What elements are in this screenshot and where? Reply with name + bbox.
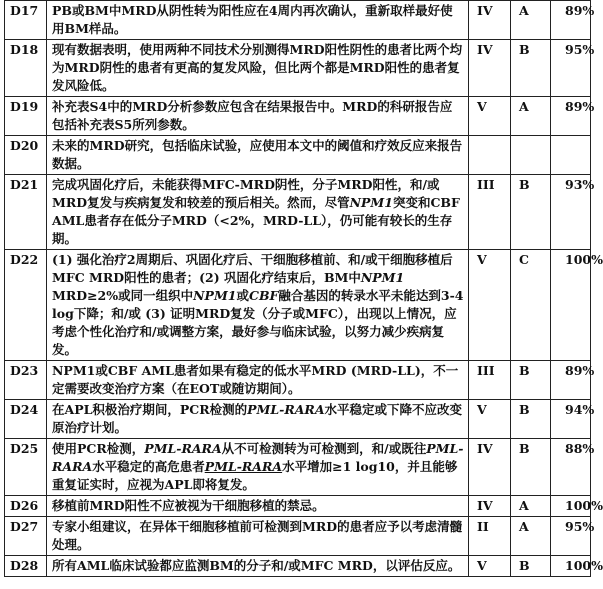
statement-segment: CBF — [249, 288, 279, 303]
statement-text — [47, 439, 469, 496]
recommendation-grade: A — [511, 1, 551, 40]
statement-segment: 未来的MRD研究，包括临床试验，应使用本文中的阈值和疗效反应来报告数据。 — [52, 138, 463, 171]
statement-text — [47, 1, 469, 40]
table-row — [5, 136, 591, 175]
agreement-percent: 95% — [551, 517, 591, 556]
statement-segment: 使用PCR检测， — [52, 441, 145, 456]
statement-segment: 水平稳定或下降不应改变原治疗计划。 — [52, 402, 463, 435]
statement-segment: 补充表S4中的MRD分析参数应包含在结果报告中。MRD的科研报告应包括补充表S5所列参数。 — [52, 99, 453, 132]
recommendation-grade: B — [511, 40, 551, 97]
statement-text — [47, 97, 469, 136]
row-id: D24 — [5, 400, 47, 439]
agreement-percent: 94% — [551, 400, 591, 439]
table-row — [5, 40, 591, 97]
statement-segment: NPM1或CBF AML患者如果有稳定的低水平MRD (MRD-LL)，不一定需要改变治疗方案（在EOT或随访期间）。 — [52, 363, 459, 396]
agreement-percent: 100% — [551, 556, 591, 577]
evidence-level: IV — [469, 439, 511, 496]
evidence-level: V — [469, 97, 511, 136]
evidence-level: V — [469, 250, 511, 361]
row-id: D26 — [5, 496, 47, 517]
row-id: D18 — [5, 40, 47, 97]
statement-segment: 所有AML临床试验都应监测BM的分子和/或MFC MRD，以评估反应。 — [52, 558, 461, 573]
table-row — [5, 97, 591, 136]
statement-segment: 从不可检测转为可检测到，和/或既往 — [221, 441, 427, 456]
evidence-level: II — [469, 517, 511, 556]
statement-segment: NPM1 — [349, 195, 393, 210]
statement-segment: 融合基因的转录水平未能达到3-4 log下降；和/或 (3) 证明MRD复发（分子或MFC），出现以上情况，应考虑个性化治疗和/或调整方案，最好参与临床试验，以努力减少疾病复发。 — [52, 288, 464, 357]
evidence-level — [469, 136, 511, 175]
table-row — [5, 175, 591, 250]
evidence-level: IV — [469, 40, 511, 97]
statement-segment: PB或BM中MRD从阴性转为阳性应在4周内再次确认，重新取样最好使用BM样品。 — [52, 3, 453, 36]
row-id: D27 — [5, 517, 47, 556]
row-id: D21 — [5, 175, 47, 250]
statement-text — [47, 556, 469, 577]
row-id: D17 — [5, 1, 47, 40]
statement-segment: MRD≥2%或同一组织中 — [52, 288, 194, 303]
agreement-percent: 100% — [551, 496, 591, 517]
recommendations-table — [4, 0, 603, 577]
table-row — [5, 556, 591, 577]
statement-segment: 突变和CBF AML患者存在低分子MRD（<2%，MRD-LL），仍可能有较长的生存期。 — [52, 195, 460, 246]
recommendation-grade: B — [511, 175, 551, 250]
evidence-level: IV — [469, 496, 511, 517]
table-row — [5, 400, 591, 439]
statement-text — [47, 40, 469, 97]
statement-segment: PML-RARA — [52, 441, 464, 474]
recommendation-grade: A — [511, 97, 551, 136]
table-row — [5, 250, 591, 361]
recommendation-grade: B — [511, 361, 551, 400]
statement-segment: PML-RARA — [144, 441, 222, 456]
recommendation-grade: A — [511, 517, 551, 556]
agreement-percent: 100% — [551, 250, 591, 361]
recommendation-grade: C — [511, 250, 551, 361]
agreement-percent: 89% — [551, 361, 591, 400]
recommendations-table-body — [5, 1, 603, 577]
table-row — [5, 517, 591, 556]
evidence-level: V — [469, 556, 511, 577]
statement-segment: 水平稳定的高危患者 — [92, 459, 205, 474]
evidence-level: III — [469, 175, 511, 250]
table-row — [5, 496, 591, 517]
row-id: D25 — [5, 439, 47, 496]
statement-segment: 完成巩固化疗后，未能获得MFC-MRD阴性，分子MRD阳性，和/或MRD复发与疾病复发和较差的预后相关。然而，尽管 — [52, 177, 440, 210]
row-id: D20 — [5, 136, 47, 175]
statement-text — [47, 496, 469, 517]
recommendation-grade: B — [511, 400, 551, 439]
agreement-percent: 88% — [551, 439, 591, 496]
statement-text — [47, 400, 469, 439]
evidence-level: III — [469, 361, 511, 400]
statement-segment: PML-RARA — [204, 459, 283, 474]
agreement-percent: 95% — [551, 40, 591, 97]
recommendation-grade: B — [511, 556, 551, 577]
statement-segment: PML-RARA — [247, 402, 325, 417]
statement-segment: NPM1 — [360, 270, 405, 285]
recommendation-grade — [511, 136, 551, 175]
statement-segment: 现有数据表明，使用两种不同技术分别测得MRD阳性阴性的患者比两个均为MRD阴性的患者有更高的复发风险，但比两个都是MRD阳性的患者复发风险低。 — [52, 42, 463, 93]
statement-segment: NPM1 — [193, 288, 237, 303]
statement-text — [47, 517, 469, 556]
row-id: D28 — [5, 556, 47, 577]
statement-segment: 在APL积极治疗期间，PCR检测的 — [52, 402, 248, 417]
statement-text — [47, 361, 469, 400]
statement-segment: 或 — [236, 288, 249, 303]
statement-text — [47, 136, 469, 175]
row-id: D19 — [5, 97, 47, 136]
statement-text — [47, 250, 469, 361]
statement-segment: 水平增加≥1 log10，并且能够重复证实时，应视为APL即将复发。 — [52, 459, 458, 492]
evidence-level: IV — [469, 1, 511, 40]
agreement-percent: 93% — [551, 175, 591, 250]
row-id: D22 — [5, 250, 47, 361]
evidence-level: V — [469, 400, 511, 439]
table-row — [5, 1, 591, 40]
statement-text — [47, 175, 469, 250]
statement-segment: (1) 强化治疗2周期后、巩固化疗后、干细胞移植前、和/或干细胞移植后MFC MRD阳性的患者；(2) 巩固化疗结束后，BM中 — [52, 252, 453, 285]
agreement-percent: 89% — [551, 1, 591, 40]
table-row — [5, 439, 591, 496]
agreement-percent — [551, 136, 591, 175]
statement-segment: 移植前MRD阳性不应被视为干细胞移植的禁忌。 — [52, 498, 325, 513]
table-row — [5, 361, 591, 400]
recommendation-grade: A — [511, 496, 551, 517]
statement-segment: 专家小组建议，在异体干细胞移植前可检测到MRD的患者应予以考虑清髓处理。 — [52, 519, 463, 552]
agreement-percent: 89% — [551, 97, 591, 136]
recommendation-grade: B — [511, 439, 551, 496]
row-id: D23 — [5, 361, 47, 400]
